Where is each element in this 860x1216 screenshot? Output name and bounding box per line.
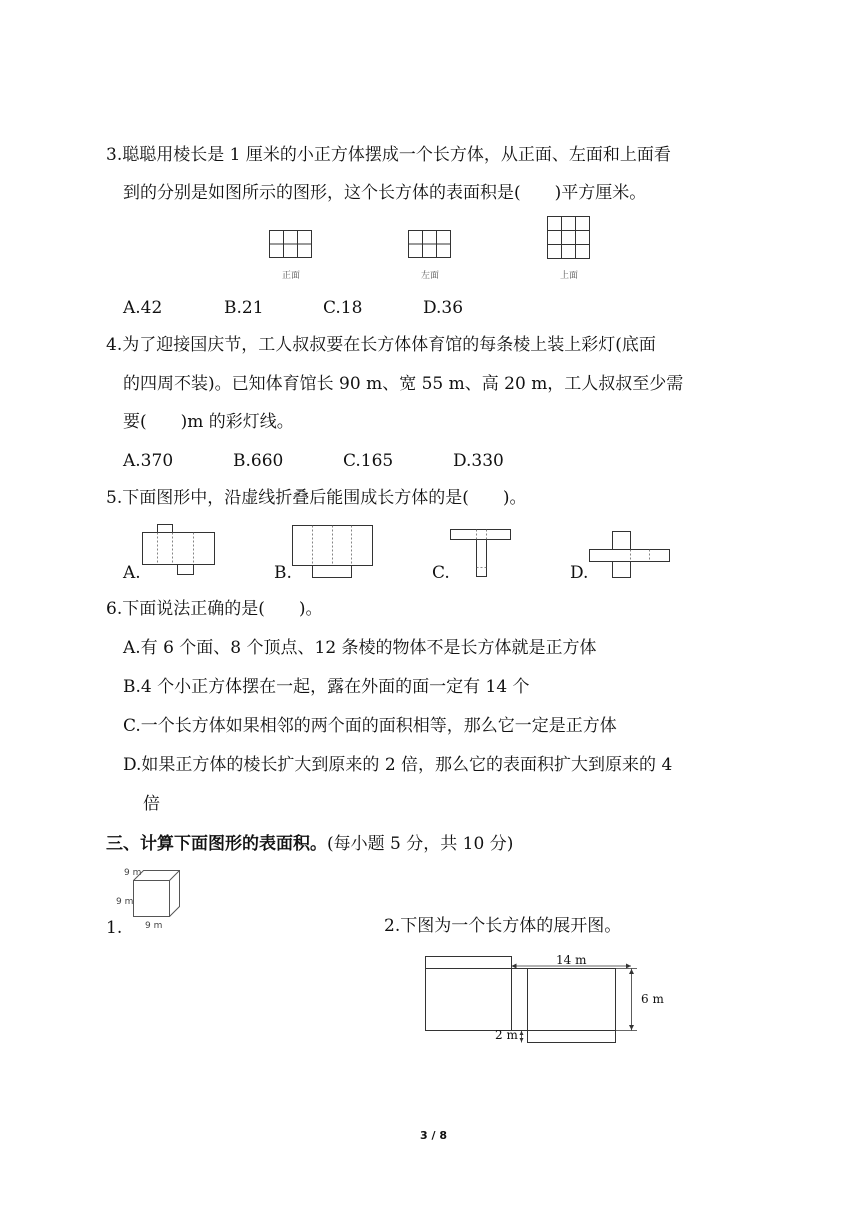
front-view-label: 正面 <box>281 271 300 281</box>
q6-option-c: C.一个长方体如果相邻的两个面的面积相等，那么它一定是正方体 <box>123 716 617 736</box>
q5-option-a: A. <box>123 563 141 583</box>
problem1-label: 1. <box>106 918 123 938</box>
net-height-label: 6 m <box>641 992 664 1006</box>
q6-option-d-line1: D.如果正方体的棱长扩大到原来的 2 倍，那么它的表面积扩大到原来的 4 <box>123 755 673 775</box>
section3-score-note: (每小题 5 分，共 10 分) <box>327 834 514 854</box>
page-number: 3 / 8 <box>420 1129 447 1142</box>
q4-line1: 4.为了迎接国庆节，工人叔叔要在长方体体育馆的每条棱上装上彩灯(底面 <box>106 335 656 355</box>
q5-line1: 5.下面图形中，沿虚线折叠后能围成长方体的是( )。 <box>106 488 527 508</box>
section3-heading <box>106 832 513 856</box>
section3-title: 三、计算下面图形的表面积。 <box>106 834 327 854</box>
q5-option-c: C. <box>432 563 450 583</box>
q6-option-d-line2: 倍 <box>143 794 160 814</box>
front-view-figure <box>269 230 313 260</box>
q5-net-c <box>450 529 512 579</box>
q5-option-d: D. <box>570 563 589 583</box>
q4-line2: 的四周不装)。已知体育馆长 90 m、宽 55 m、高 20 m，工人叔叔至少需 <box>123 374 684 394</box>
q3-option-a: A.42 <box>123 298 163 318</box>
q6-option-a: A.有 6 个面、8 个顶点、12 条棱的物体不是长方体就是正方体 <box>123 638 597 658</box>
net-length-label: 14 m <box>556 953 587 967</box>
left-view-label: 左面 <box>420 271 439 281</box>
q5-net-b <box>292 525 374 579</box>
q3-option-d: D.36 <box>423 298 464 318</box>
q3-option-c: C.18 <box>323 298 363 318</box>
q4-option-c: C.165 <box>343 451 394 471</box>
cube-label-left: 9 m <box>116 897 134 907</box>
q3-line2: 到的分别是如图所示的图形，这个长方体的表面积是( )平方厘米。 <box>123 183 647 203</box>
q5-net-a <box>142 524 217 576</box>
q6-option-b: B.4 个小正方体摆在一起，露在外面的面一定有 14 个 <box>123 677 530 697</box>
q6-line1: 6.下面说法正确的是( )。 <box>106 599 323 619</box>
net-width-label: 2 m <box>495 1028 518 1042</box>
top-view-label: 上面 <box>559 271 578 281</box>
q4-option-a: A.370 <box>123 451 174 471</box>
q4-option-d: D.330 <box>453 451 504 471</box>
q4-line3: 要( )m 的彩灯线。 <box>123 412 294 432</box>
problem2-label: 2.下图为一个长方体的展开图。 <box>384 916 622 936</box>
cube-label-bottom: 9 m <box>145 921 163 931</box>
q4-option-b: B.660 <box>233 451 284 471</box>
q5-net-d <box>589 531 671 579</box>
cuboid-net-figure <box>425 952 675 1047</box>
left-view-figure <box>408 230 452 260</box>
q3-option-b: B.21 <box>224 298 264 318</box>
q3-line1: 3.聪聪用棱长是 1 厘米的小正方体摆成一个长方体，从正面、左面和上面看 <box>106 145 671 165</box>
q5-option-b: B. <box>274 563 292 583</box>
top-view-figure <box>547 216 591 260</box>
cube-label-top: 9 m <box>124 868 142 878</box>
